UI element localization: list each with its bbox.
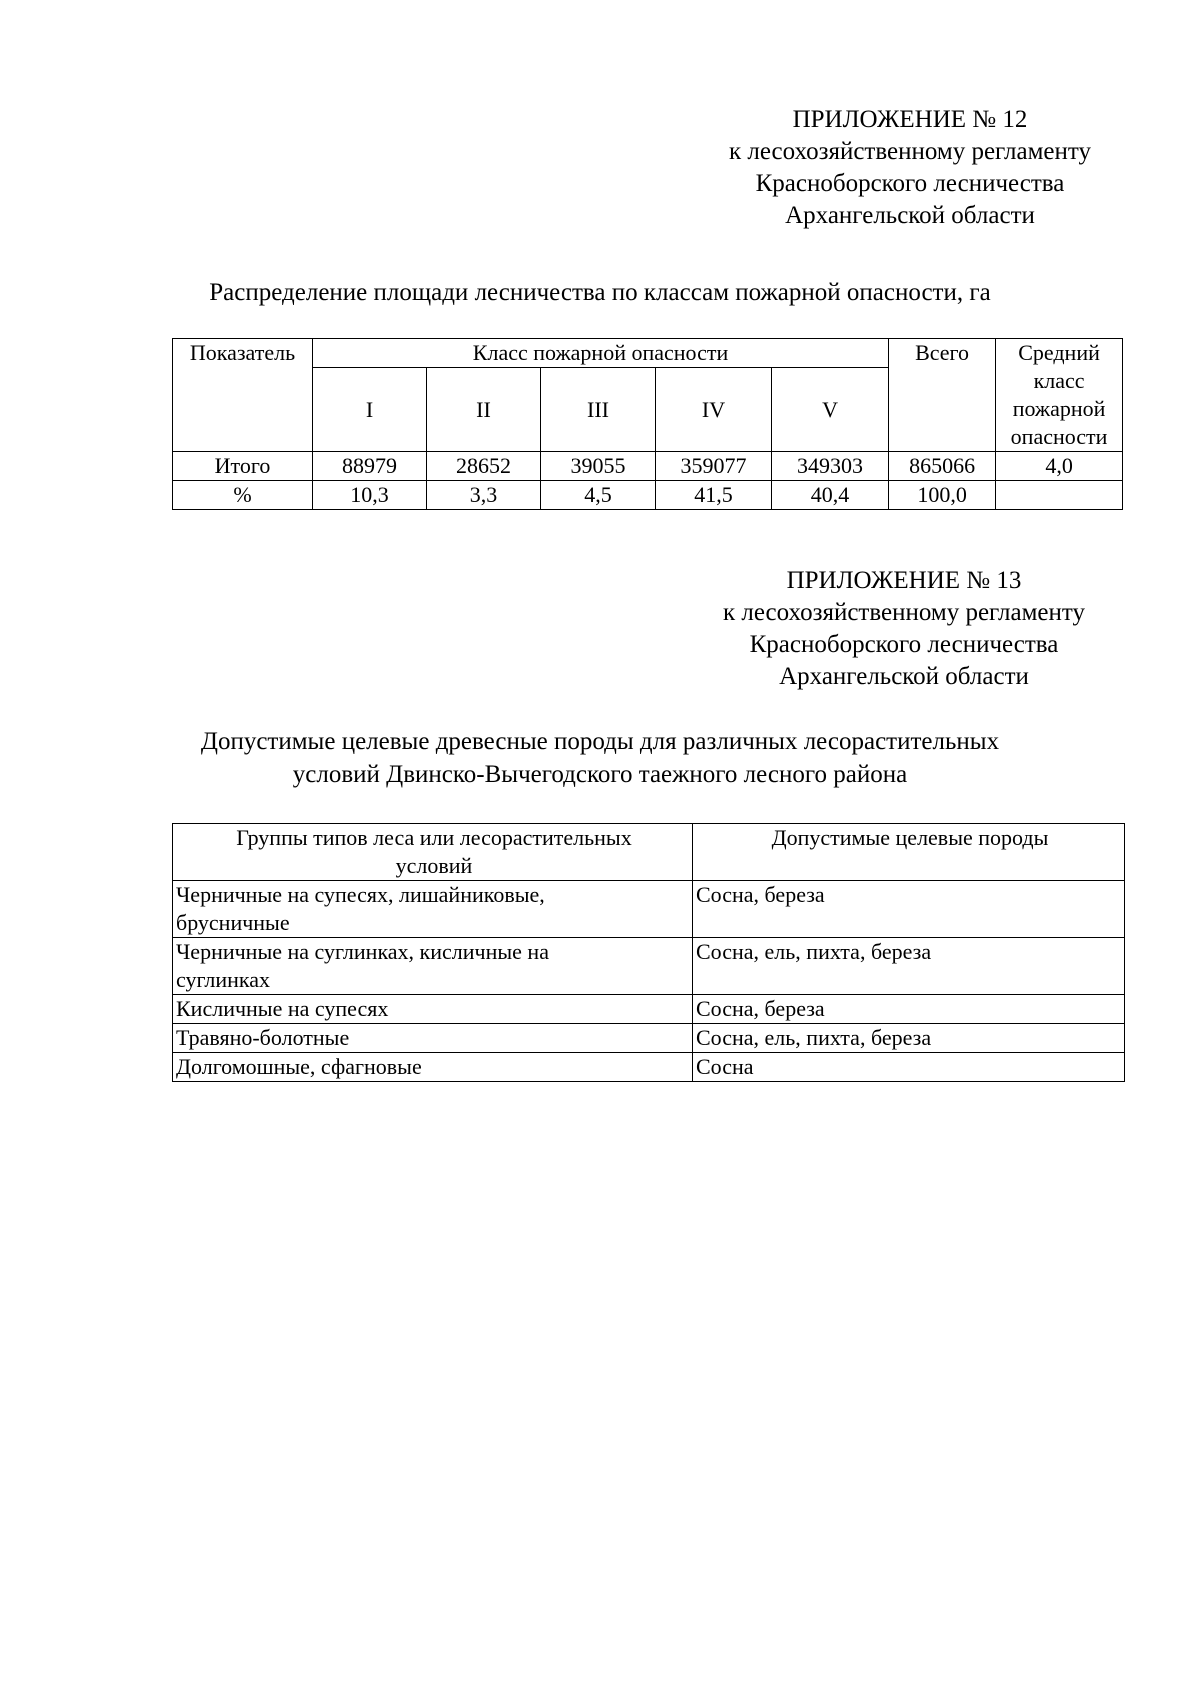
table-row (173, 1053, 1125, 1082)
cell-forest-group: Долгомошные, сфагновые (173, 1053, 693, 1082)
cell-value: 4,5 (541, 481, 656, 510)
cell-value: 41,5 (656, 481, 772, 510)
header-avg-line: класс (1033, 368, 1085, 393)
cell-value: 3,3 (427, 481, 541, 510)
table-2-title (150, 725, 1050, 791)
table-row (173, 452, 1123, 481)
cell-value: 40,4 (772, 481, 889, 510)
appendix-12-line4: Архангельской области (785, 202, 1035, 229)
header-target-species: Допустимые целевые породы (693, 824, 1125, 881)
fire-danger-table (172, 338, 1123, 510)
target-species-table (172, 823, 1125, 1082)
appendix-12-header (700, 104, 1120, 232)
table-2-title-line2: условий Двинско-Вычегодского таежного лесного района (292, 761, 908, 788)
table-row (173, 938, 1125, 995)
table-row (173, 1024, 1125, 1053)
header-forest-groups (173, 824, 693, 881)
row-label: % (173, 481, 313, 510)
row-label: Итого (173, 452, 313, 481)
header-class-3: III (541, 368, 656, 452)
cell-forest-group-line1: Черничные на суглинках, кисличные на (176, 939, 549, 964)
appendix-13-number: ПРИЛОЖЕНИЕ № 13 (786, 567, 1022, 594)
cell-forest-group: Кисличные на супесях (173, 995, 693, 1024)
header-class-1: I (313, 368, 427, 452)
table-1-title: Распределение площади лесничества по классам пожарной опасности, га (209, 279, 991, 306)
cell-value: 359077 (656, 452, 772, 481)
header-avg-line: опасности (1010, 424, 1108, 449)
header-forest-groups-line1: Группы типов леса или лесорастительных (236, 825, 632, 850)
cell-value: 88979 (313, 452, 427, 481)
header-avg-class (996, 339, 1123, 452)
appendix-13-line2: к лесохозяйственному регламенту (722, 599, 1086, 626)
cell-species: Сосна, береза (693, 995, 1125, 1024)
table-2-title-line1: Допустимые целевые древесные породы для различных лесорастительных (200, 728, 1000, 755)
cell-species: Сосна, ель, пихта, береза (693, 938, 1125, 995)
cell-value: 39055 (541, 452, 656, 481)
table-row (173, 881, 1125, 938)
header-forest-groups-line2: условий (395, 853, 473, 878)
header-class-5: V (772, 368, 889, 452)
cell-species: Сосна, береза (693, 881, 1125, 938)
cell-total: 865066 (889, 452, 996, 481)
appendix-12-number: ПРИЛОЖЕНИЕ № 12 (792, 106, 1028, 133)
appendix-13-line4: Архангельской области (779, 663, 1029, 690)
cell-value: 10,3 (313, 481, 427, 510)
table-row (173, 481, 1123, 510)
appendix-12-line2: к лесохозяйственному регламенту (728, 138, 1092, 165)
cell-avg: 4,0 (996, 452, 1123, 481)
cell-total: 100,0 (889, 481, 996, 510)
header-class-4: IV (656, 368, 772, 452)
appendix-12-line3: Красноборского лесничества (755, 170, 1065, 197)
cell-forest-group: Травяно-болотные (173, 1024, 693, 1053)
table-row (173, 995, 1125, 1024)
cell-forest-group (173, 881, 693, 938)
cell-forest-group-line2: брусничные (176, 910, 290, 935)
cell-avg (996, 481, 1123, 510)
cell-forest-group (173, 938, 693, 995)
cell-forest-group-line1: Черничные на супесях, лишайниковые, (176, 882, 545, 907)
appendix-13-line3: Красноборского лесничества (749, 631, 1059, 658)
cell-species: Сосна (693, 1053, 1125, 1082)
header-total: Всего (889, 339, 996, 452)
header-avg-line: пожарной (1012, 396, 1106, 421)
header-avg-line: Средний (1018, 340, 1100, 365)
header-indicator: Показатель (173, 339, 313, 452)
header-class-2: II (427, 368, 541, 452)
appendix-13-header (694, 565, 1114, 693)
cell-value: 28652 (427, 452, 541, 481)
cell-value: 349303 (772, 452, 889, 481)
header-fire-class: Класс пожарной опасности (313, 339, 889, 368)
cell-forest-group-line2: суглинках (176, 967, 271, 992)
cell-species: Сосна, ель, пихта, береза (693, 1024, 1125, 1053)
